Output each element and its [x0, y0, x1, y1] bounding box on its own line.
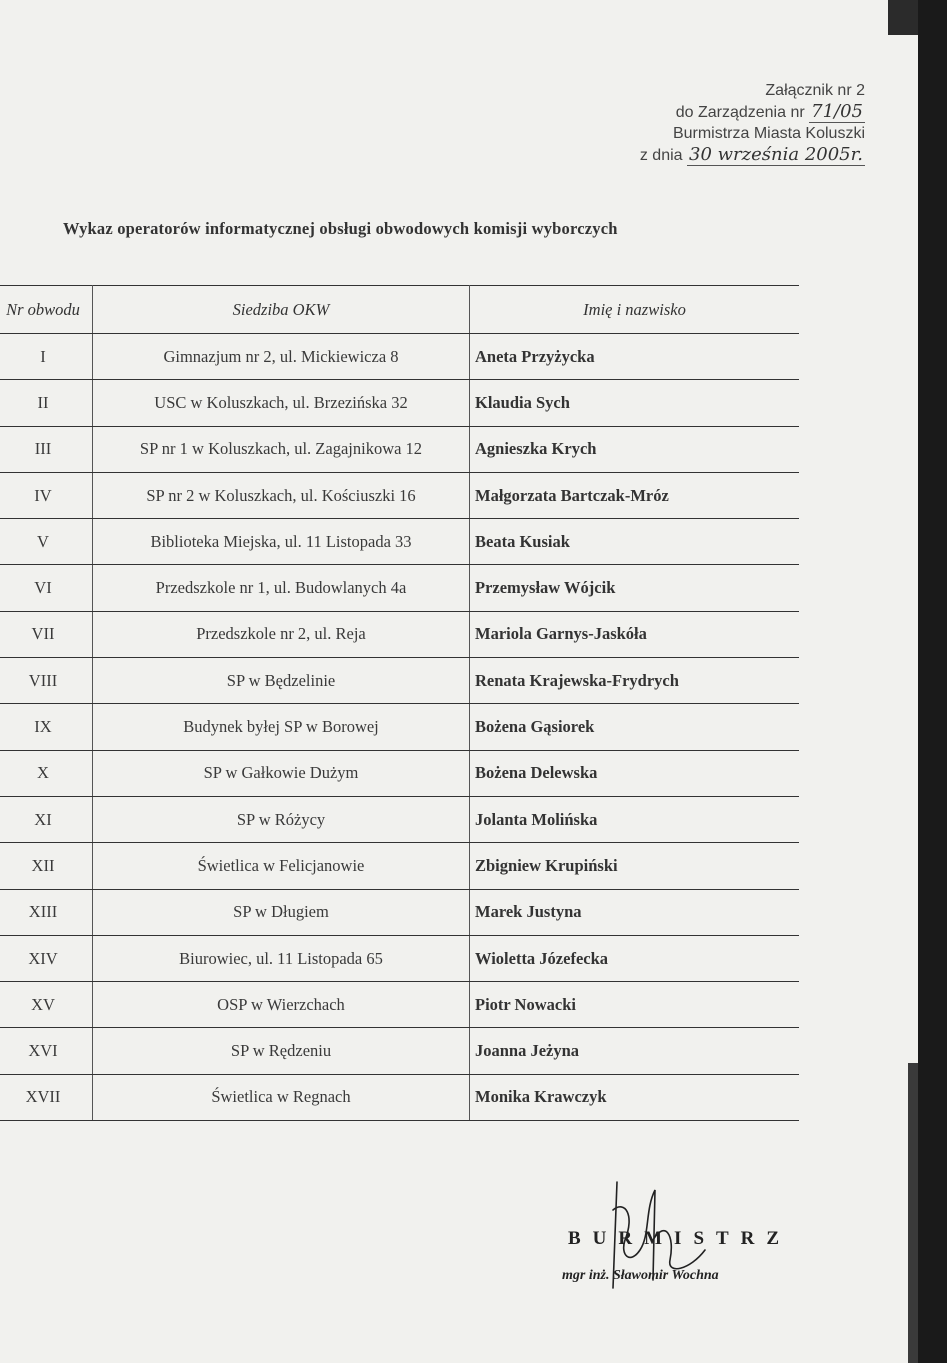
cell-seat: SP w Długiem — [93, 889, 470, 935]
scan-edge-shadow-bottom — [908, 1063, 918, 1363]
cell-name: Małgorzata Bartczak-Mróz — [470, 472, 800, 518]
cell-seat: SP w Będzelinie — [93, 658, 470, 704]
attachment-number: Załącznik nr 2 — [765, 82, 865, 99]
table-row — [0, 519, 799, 565]
cell-nr: XI — [0, 796, 93, 842]
cell-nr: XIV — [0, 935, 93, 981]
cell-seat: SP nr 2 w Koluszkach, ul. Kościuszki 16 — [93, 472, 470, 518]
table-row — [0, 658, 799, 704]
cell-nr: XV — [0, 982, 93, 1028]
table-row — [0, 843, 799, 889]
cell-nr: VII — [0, 611, 93, 657]
document-title: Wykaz operatorów informatycznej obsługi obwodowych komisji wyborczych — [63, 219, 618, 238]
cell-name: Bożena Delewska — [470, 750, 800, 796]
table-row — [0, 334, 799, 380]
cell-nr: V — [0, 519, 93, 565]
date-line — [535, 144, 865, 166]
table-row — [0, 472, 799, 518]
cell-seat: SP w Rędzeniu — [93, 1028, 470, 1074]
cell-nr: XII — [0, 843, 93, 889]
cell-nr: IX — [0, 704, 93, 750]
ordinance-prefix: do Zarządzenia nr — [675, 104, 805, 121]
issuer-line: Burmistrza Miasta Koluszki — [672, 125, 865, 142]
cell-seat: SP w Różycy — [93, 796, 470, 842]
column-header-name: Imię i nazwisko — [470, 286, 800, 334]
cell-seat: Budynek byłej SP w Borowej — [93, 704, 470, 750]
cell-nr: X — [0, 750, 93, 796]
signature-block — [562, 1228, 822, 1284]
cell-name: Mariola Garnys-Jaskóła — [470, 611, 800, 657]
cell-name: Beata Kusiak — [470, 519, 800, 565]
table-row — [0, 935, 799, 981]
table-row — [0, 750, 799, 796]
cell-name: Marek Justyna — [470, 889, 800, 935]
cell-seat: Biurowiec, ul. 11 Listopada 65 — [93, 935, 470, 981]
cell-seat: Gimnazjum nr 2, ul. Mickiewicza 8 — [93, 334, 470, 380]
cell-seat: Świetlica w Regnach — [93, 1074, 470, 1120]
table-row — [0, 796, 799, 842]
cell-nr: XIII — [0, 889, 93, 935]
cell-name: Bożena Gąsiorek — [470, 704, 800, 750]
date-handwritten: 30 września 2005r. — [689, 144, 863, 165]
column-header-seat: Siedziba OKW — [93, 286, 470, 334]
table-row — [0, 426, 799, 472]
table-header-row — [0, 286, 799, 334]
ordinance-line — [535, 101, 865, 123]
cell-nr: VI — [0, 565, 93, 611]
cell-nr: I — [0, 334, 93, 380]
table-row — [0, 889, 799, 935]
cell-name: Renata Krajewska-Frydrych — [470, 658, 800, 704]
cell-nr: IV — [0, 472, 93, 518]
column-header-nr: Nr obwodu — [0, 286, 93, 334]
table-row — [0, 565, 799, 611]
cell-seat: Przedszkole nr 2, ul. Reja — [93, 611, 470, 657]
cell-name: Przemysław Wójcik — [470, 565, 800, 611]
cell-name: Aneta Przyżycka — [470, 334, 800, 380]
cell-name: Zbigniew Krupiński — [470, 843, 800, 889]
cell-name: Wioletta Józefecka — [470, 935, 800, 981]
mayor-name: mgr inż. Sławomir Wochna — [562, 1268, 719, 1283]
cell-nr: II — [0, 380, 93, 426]
table-row — [0, 611, 799, 657]
cell-nr: XVII — [0, 1074, 93, 1120]
cell-seat: SP nr 1 w Koluszkach, ul. Zagajnikowa 12 — [93, 426, 470, 472]
mayor-title: BURMISTRZ — [568, 1228, 792, 1249]
table-row — [0, 1074, 799, 1120]
ordinance-number-handwritten: 71/05 — [811, 101, 863, 122]
table-row — [0, 1028, 799, 1074]
cell-seat: Biblioteka Miejska, ul. 11 Listopada 33 — [93, 519, 470, 565]
cell-name: Piotr Nowacki — [470, 982, 800, 1028]
cell-seat: Świetlica w Felicjanowie — [93, 843, 470, 889]
cell-name: Klaudia Sych — [470, 380, 800, 426]
scan-edge-shadow-top — [888, 0, 918, 35]
cell-name: Monika Krawczyk — [470, 1074, 800, 1120]
table-row — [0, 380, 799, 426]
cell-seat: USC w Koluszkach, ul. Brzezińska 32 — [93, 380, 470, 426]
cell-name: Jolanta Molińska — [470, 796, 800, 842]
cell-seat: Przedszkole nr 1, ul. Budowlanych 4a — [93, 565, 470, 611]
cell-seat: OSP w Wierzchach — [93, 982, 470, 1028]
cell-seat: SP w Gałkowie Dużym — [93, 750, 470, 796]
table-body — [0, 334, 799, 1121]
cell-name: Agnieszka Krych — [470, 426, 800, 472]
table-row — [0, 982, 799, 1028]
cell-nr: VIII — [0, 658, 93, 704]
table-row — [0, 704, 799, 750]
scan-edge-shadow — [918, 0, 947, 1363]
date-prefix: z dnia — [639, 147, 683, 164]
attachment-header — [535, 80, 865, 166]
operators-table — [0, 285, 799, 1121]
cell-name: Joanna Jeżyna — [470, 1028, 800, 1074]
cell-nr: XVI — [0, 1028, 93, 1074]
cell-nr: III — [0, 426, 93, 472]
